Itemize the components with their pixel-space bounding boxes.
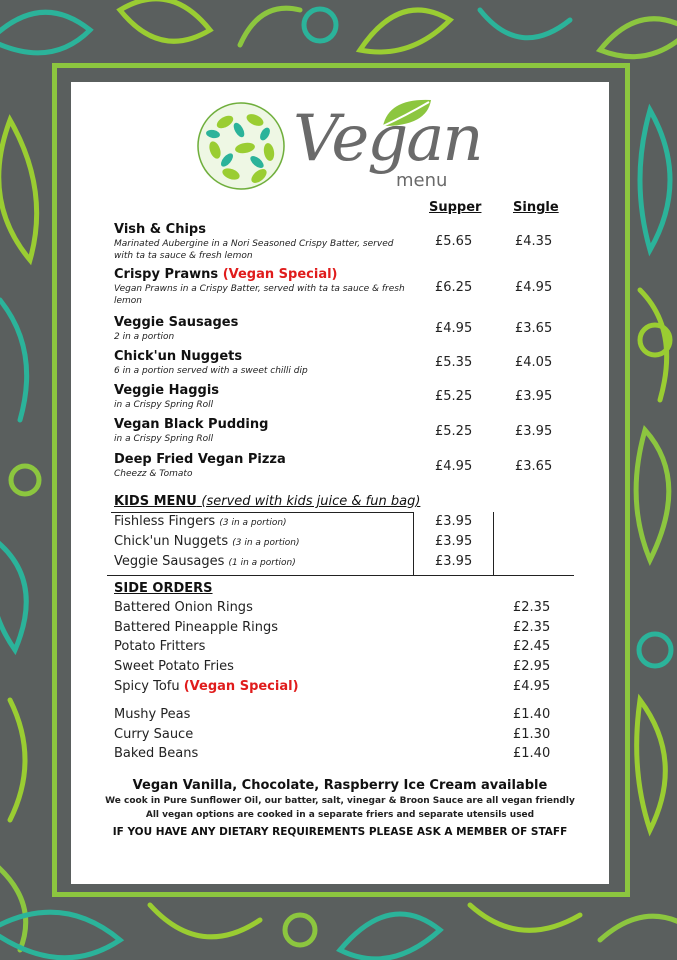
leaf-circle-logo: [195, 100, 287, 196]
supper-column-header: Supper: [429, 200, 482, 215]
side-orders-title: SIDE ORDERS: [114, 581, 213, 596]
kids-item-name: Chick'un Nuggets: [114, 534, 229, 549]
menu-item: [114, 349, 414, 377]
section-divider: [107, 575, 574, 576]
single-price: £4.05: [515, 355, 553, 370]
supper-price: £5.35: [435, 355, 473, 370]
kids-column-divider: [413, 512, 414, 576]
item-name: Vish & Chips: [114, 222, 206, 237]
side-item-price: £4.95: [513, 679, 551, 694]
kids-item-name: Fishless Fingers: [114, 514, 216, 529]
side-item: [114, 620, 278, 635]
vegan-special-tag: (Vegan Special): [183, 679, 299, 694]
kids-item-note: (1 in a portion): [228, 558, 296, 568]
side-item-price: £2.35: [513, 620, 551, 635]
kids-item: [114, 534, 299, 549]
item-name: Veggie Sausages: [114, 315, 239, 330]
extra-item: [114, 707, 190, 722]
menu-subtitle: menu: [396, 170, 448, 191]
supper-price: £4.95: [435, 459, 473, 474]
side-item: [114, 679, 299, 694]
dietary-requirements-note: IF YOU HAVE ANY DIETARY REQUIREMENTS PLEASE ASK A MEMBER OF STAFF: [112, 826, 568, 838]
side-item-name: Battered Pineapple Rings: [114, 620, 279, 635]
single-price: £3.65: [515, 321, 553, 336]
item-description: in a Crispy Spring Roll: [114, 400, 214, 410]
single-price: £4.95: [515, 280, 553, 295]
single-column-header: Single: [513, 200, 559, 215]
extra-item-price: £1.30: [513, 727, 551, 742]
single-price: £4.35: [515, 234, 553, 249]
item-description: Marinated Aubergine in a Nori Seasoned Crispy Batter, served with ta ta sauce & fresh lemon: [114, 239, 394, 261]
kids-item-name: Veggie Sausages: [114, 554, 225, 569]
side-item-price: £2.95: [513, 659, 551, 674]
item-description: 2 in a portion: [114, 332, 175, 342]
side-item-price: £2.45: [513, 639, 551, 654]
menu-item: [114, 383, 414, 411]
menu-item: [114, 315, 414, 343]
kids-menu-note: (served with kids juice & fun bag): [201, 494, 421, 509]
item-description: in a Crispy Spring Roll: [114, 434, 214, 444]
menu-title: Vegan: [293, 102, 482, 176]
kids-item-note: (3 in a portion): [219, 518, 287, 528]
menu-item: [114, 452, 414, 480]
item-name: Veggie Haggis: [114, 383, 220, 398]
extra-item-price: £1.40: [513, 707, 551, 722]
menu-item: [114, 417, 414, 445]
single-price: £3.95: [515, 389, 553, 404]
item-name: Crispy Prawns: [114, 267, 219, 282]
separate-frier-note: All vegan options are cooked in a separate friers and separate utensils used: [145, 810, 535, 820]
supper-price: £5.25: [435, 424, 473, 439]
kids-column-divider-2: [493, 512, 494, 576]
extra-item-name: Baked Beans: [114, 746, 199, 761]
side-item-name: Potato Fritters: [114, 639, 206, 654]
side-item-price: £2.35: [513, 600, 551, 615]
side-item: [114, 659, 234, 674]
item-description: 6 in a portion served with a sweet chilli dip: [114, 366, 308, 376]
item-description: Cheezz & Tomato: [114, 469, 193, 479]
item-name: Deep Fried Vegan Pizza: [114, 452, 286, 467]
vegan-special-tag: (Vegan Special): [222, 267, 338, 282]
single-price: £3.65: [515, 459, 553, 474]
extra-item-name: Mushy Peas: [114, 707, 191, 722]
menu-item: [114, 222, 414, 262]
kids-item-price: £3.95: [435, 534, 473, 549]
item-name: Chick'un Nuggets: [114, 349, 243, 364]
kids-menu-title: [114, 494, 420, 509]
menu-item: [114, 267, 414, 307]
extra-item-name: Curry Sauce: [114, 727, 194, 742]
kids-menu-heading: KIDS MENU: [114, 494, 197, 509]
side-item-name: Battered Onion Rings: [114, 600, 253, 615]
ice-cream-note: Vegan Vanilla, Chocolate, Raspberry Ice Cream available: [132, 778, 548, 793]
extra-item: [114, 746, 198, 761]
supper-price: £6.25: [435, 280, 473, 295]
kids-item: [114, 554, 296, 569]
side-item-name: Spicy Tofu: [114, 679, 180, 694]
supper-price: £5.25: [435, 389, 473, 404]
extra-item-price: £1.40: [513, 746, 551, 761]
kids-item: [114, 514, 287, 529]
kids-item-price: £3.95: [435, 554, 473, 569]
supper-price: £4.95: [435, 321, 473, 336]
item-description: Vegan Prawns in a Crispy Batter, served with ta ta sauce & fresh lemon: [114, 284, 405, 306]
kids-divider: [111, 512, 413, 513]
kids-item-price: £3.95: [435, 514, 473, 529]
side-item: [114, 600, 253, 615]
oil-note: We cook in Pure Sunflower Oil, our batter, salt, vinegar & Broon Sauce are all vegan friendly: [105, 796, 575, 806]
supper-price: £5.65: [435, 234, 473, 249]
item-name: Vegan Black Pudding: [114, 417, 269, 432]
side-item-name: Sweet Potato Fries: [114, 659, 234, 674]
menu-card: [71, 82, 609, 884]
kids-item-note: (3 in a portion): [232, 538, 300, 548]
side-item: [114, 639, 205, 654]
extra-item: [114, 727, 193, 742]
single-price: £3.95: [515, 424, 553, 439]
